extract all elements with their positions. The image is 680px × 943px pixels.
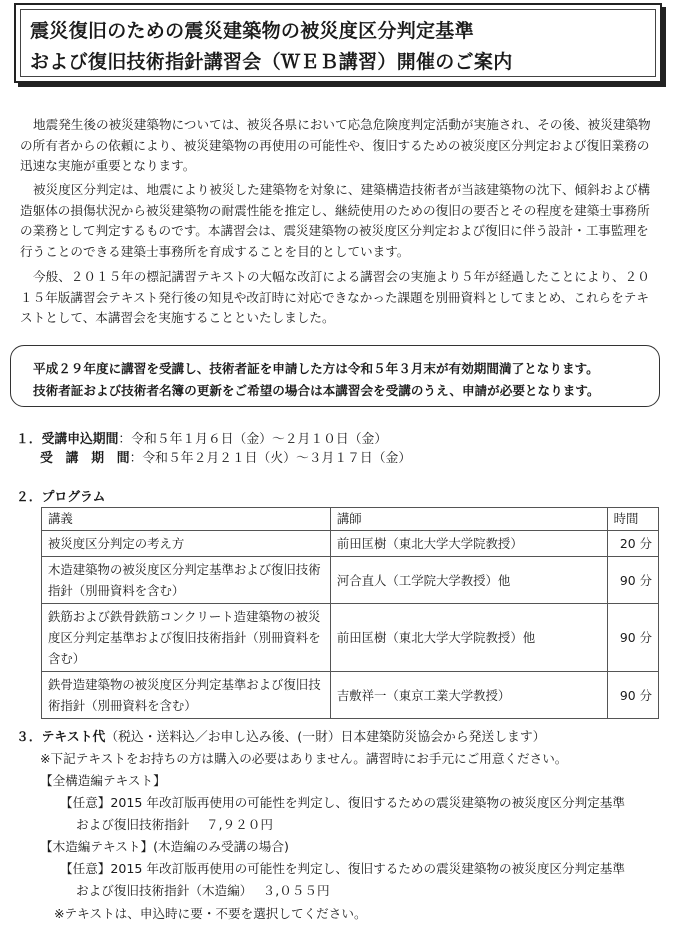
title-box [14,3,662,83]
section-1-apply [16,428,387,447]
intro-paragraph-3: 今般、２０１５年の標記講習テキストの大幅な改訂による講習会の実施より５年が経過したことにより、２０１５年版講習会テキスト発行後の知見や改訂時に対応できなかった課題を別冊資料としてまとめ、これらをテキストとして、本講習会を実施することといたしました。 [20,269,650,325]
lecture-cell: 木造建築物の被災度区分判定基準および復旧技術指針（別冊資料を含む） [42,557,331,604]
course-period-value: ：令和５年２月２１日（火）～３月１７日（金） [129,451,412,466]
header-lecturer: 講師 [330,508,607,531]
wood-text-label: 【木造編テキスト】(木造編のみ受講の場合) [40,839,289,854]
header-time: 時間 [607,508,658,531]
lecture-cell: 被災度区分判定の考え方 [42,531,331,557]
section-1-course [40,447,411,466]
section-3-heading-note: （税込・送料込／お申し込み後、(一財）日本建築防災協会から発送します） [105,730,546,745]
section-3-heading-row [16,726,545,745]
table-header-row [42,508,659,531]
lecturer-cell: 前田匡樹（東北大学大学院教授） [330,531,607,557]
full-text-item-line-2: および復旧技術指針 ７,９２０円 [76,817,273,832]
intro-paragraph-2: 被災度区分判定は、地震により被災した建築物を対象に、建築構造技術者が当該建築物の沈下、傾斜および構造躯体の損傷状況から被災建築物の耐震性能を推定し、継続使用のための復旧の要否とその程度を建築士事務所の業務として判定するものです。本講習会は、震災建築物の被災度区分判定および復旧に伴う設計・工事監理を行うことのできる建築士事務所を育成することを目的としています。 [20,182,651,259]
lecturer-cell: 河合直人（工学院大学教授）他 [330,557,607,604]
page-title-line-1: 震災復旧のための震災建築物の被災度区分判定基準 [30,20,474,42]
table-row [42,672,659,719]
wood-text-item-line-2: および復旧技術指針（木造編） ３,０５５円 [76,883,330,898]
intro-paragraph-1: 地震発生後の被災建築物については、被災各県において応急危険度判定活動が実施され、その後、被災建築物の所有者からの依頼により、被災建築物の再使用の可能性や、復旧するための被災度区分判定および復旧業務の迅速な実施が重要となります。 [20,117,651,173]
notice-line-1: 平成２９年度に講習を受講し、技術者証を申請した方は令和５年３月末が有効期間満了となります。 [33,361,599,376]
table-row [42,557,659,604]
lecturer-cell: 吉敷祥一（東京工業大学教授） [330,672,607,719]
program-table [41,507,659,719]
lecture-cell: 鉄筋および鉄骨鉄筋コンクリート造建築物の被災度区分判定基準および復旧技術指針（別冊資料を含む） [42,604,331,672]
table-row [42,531,659,557]
table-row [42,604,659,672]
section-3-heading: ３．テキスト代 [16,730,106,745]
time-cell: 90 分 [607,604,658,672]
time-cell: 90 分 [607,557,658,604]
full-text-label: 【全構造編テキスト】 [40,773,166,788]
notice-line-2: 技術者証および技術者名簿の更新をご希望の場合は本講習会を受講のうえ、申請が必要となります。 [33,383,600,398]
section-2-heading: ２．プログラム [16,490,106,505]
lecture-cell: 鉄骨造建築物の被災度区分判定基準および復旧技術指針（別冊資料を含む） [42,672,331,719]
header-lecture: 講義 [42,508,331,531]
full-text-item-line-1: 【任意】2015 年改訂版再使用の可能性を判定し、復旧するための震災建築物の被災度区分判定基準 [60,795,625,810]
course-period-label: 受 講 期 間 [40,451,130,466]
text-note-1: ※下記テキストをお持ちの方は購入の必要はありません。講習時にお手元にご用意ください。 [40,751,568,766]
apply-period-label: 受講申込期間 [41,432,119,447]
time-cell: 90 分 [607,672,658,719]
time-cell: 20 分 [607,531,658,557]
page-title-line-2: および復旧技術指針講習会（ＷＥＢ講習）開催のご案内 [30,51,513,73]
wood-text-item-line-1: 【任意】2015 年改訂版再使用の可能性を判定し、復旧するための震災建築物の被災度区分判定基準 [60,861,625,876]
text-note-2: ※テキストは、申込時に要・不要を選択してください。 [54,906,367,921]
apply-period-value: ：令和５年１月６日（金）～２月１０日（金） [118,432,388,447]
notice-box [10,345,660,407]
lecturer-cell: 前田匡樹（東北大学大学院教授）他 [330,604,607,672]
section-1-number: １． [16,432,42,447]
